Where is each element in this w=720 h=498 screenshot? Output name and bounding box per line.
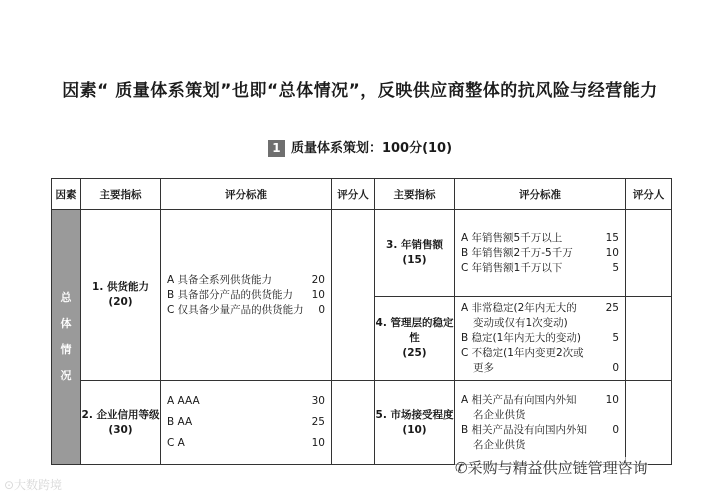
scoring-table: [51, 178, 672, 465]
scorer-cell[interactable]: [626, 381, 672, 465]
header-factor: 因素: [52, 179, 81, 210]
criteria-sales: A 年销售额5千万以上 15 B 年销售额2千万-5千万 10 C 年销售额1千万以下 5: [455, 210, 626, 297]
header-row: [52, 179, 672, 210]
criteria-supply: A 具备全系列供货能力 20 B 具备部分产品的供货能力 10 C 仅具备少量产品的供货能力 0: [161, 210, 332, 381]
indicator-sales: 3. 年销售额 (15): [375, 210, 455, 297]
criteria-market: A 相关产品有向国内外知 10 名企业供货 B 相关产品没有向国内外知 0 名企业供货: [455, 381, 626, 465]
table-row: [52, 381, 672, 465]
page-headline: 因素“ 质量体系策划”也即“总体情况”，反映供应商整体的抗风险与经营能力: [62, 81, 658, 101]
criteria-credit: A AAA 30 B AA 25 C A 10: [161, 381, 332, 465]
indicator-market: 5. 市场接受程度 (10): [375, 381, 455, 465]
indicator-mgmt: 4. 管理层的稳定性 (25): [375, 297, 455, 381]
scorer-cell[interactable]: [626, 297, 672, 381]
watermark-logo: ⊙大数跨境: [4, 478, 63, 492]
section-title: [0, 137, 720, 157]
header-criteria-2: 评分标准: [455, 179, 626, 210]
table-row: [52, 210, 672, 297]
header-indicator-2: 主要指标: [375, 179, 455, 210]
factor-cell: 总 体 情 况: [52, 210, 81, 465]
indicator-credit: 2. 企业信用等级 (30): [81, 381, 161, 465]
indicator-supply: 1. 供货能力 (20): [81, 210, 161, 381]
header-scorer: 评分人: [332, 179, 375, 210]
section-label: 质量体系策划：100分(10): [290, 141, 453, 156]
scorer-cell[interactable]: [332, 381, 375, 465]
header-scorer-2: 评分人: [626, 179, 672, 210]
watermark-text: ✆采购与精益供应链管理咨询: [455, 459, 648, 477]
criteria-mgmt: A 非常稳定(2年内无大的 25 变动或仅有1次变动) B 稳定(1年内无大的变动) 5 C 不稳定(1年内变更2次或 更多 0: [455, 297, 626, 381]
scorer-cell[interactable]: [332, 210, 375, 381]
header-criteria: 评分标准: [161, 179, 332, 210]
section-number: 1: [268, 140, 285, 157]
scorer-cell[interactable]: [626, 210, 672, 297]
header-indicator: 主要指标: [81, 179, 161, 210]
